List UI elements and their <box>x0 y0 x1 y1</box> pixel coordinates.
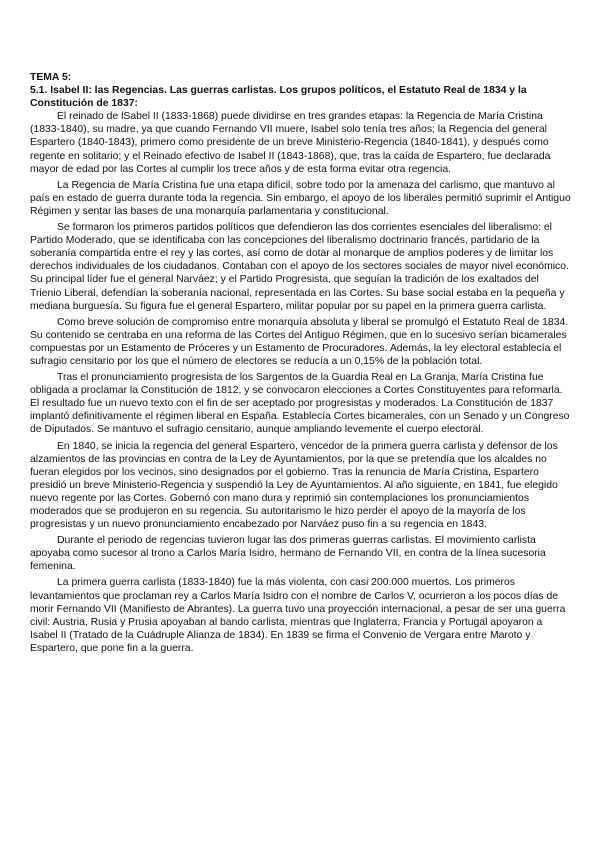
paragraph-partidos-politicos: Se formaron los primeros partidos políticos que defendieron las dos corrientes esenciales del liberalismo: el Partido Moderado, que se identificaba con las concepciones del liberalismo doctrinario francés, partidario de la soberanía compartida entre el rey y las cortes, así como de dotar al monarque de amplios poderes y de limitar los derechos individuales de los ciudadanos. Contaban con el apoyo de los sectores sociales de mayor nivel económico. Su principal líder fue el general Narváez; y el Partido Progresista, que seguían la tradición de los exaltados del Trienio Liberal, defendían la soberanía nacional, representada en las Cortes. Su base social estaba en la pequeña y mediana burguesía. Su figura fue el general Espartero, militar popular por su papel en la primera guerra carlista. <box>30 222 569 312</box>
paragraph-regencia-espartero: En 1840, se inicia la regencia del general Espartero, vencedor de la primera guerra carlista y defensor de los alzamientos de las provincias en contra de la Ley de Ayuntamientos, por la que se pretendía que los alcaldes no fueran elegidos por los vecinos, sino designados por el gobierno. Tras la renuncia de María Cristina, Espartero presidió un breve Ministerio-Regencia y suspendió la Ley de Ayuntamientos. Al año siguiente, en 1841, fue elegido nuevo regente por las Cortes. Gobernó con mano dura y reprimió sin contemplaciones los pronunciamientos moderados que se produjeron en su regencia. Su autoritarismo le hizo perder el apoyo de la mayoría de los progresistas y un nuevo pronunciamiento encabezado por Narváez puso fin a su regencia en 1843. <box>30 440 558 531</box>
document-body <box>30 71 572 658</box>
paragraph-reinado: El reinado de lSabel II (1833-1868) puede dividirse en tres grandes etapas: la Regencia de María Cristina (1833-1840), su madre, ya que cuando Fernando VII muere, Isabel solo tenía tres años; la Regencia del general Espartero (1840-1843), primero como presidente de un breve Ministerio-Regencia (1840-1841), y después como regente en solitario; y el Reinado efectivo de Isabel II (1843-1868), que, tras la caída de Espartero, fue declarada mayor de edad por las Cortes al cumplir los trece años y de esta forma evitar otra regencia. <box>30 111 551 175</box>
paragraph-constitucion-1837: Tras el pronunciamiento progresista de los Sargentos de la Guardia Real en La Granja, María Cristina fue obligada a proclamar la Constitución de 1812, y se convocaron elecciones a Cortes Constituyentes para reformarla. El resultado fue un nuevo texto con el fin de ser aceptado por progresistas y moderados. La Constitución de 1837 implantó definitivamente el régimen liberal en España. Establecía Cortes bicamerales, con un Senado y un Congreso de Diputados. Se mantuvo el sufragio censitario, aunque ampliando levemente el cuerpo electoral. <box>30 372 570 436</box>
section-heading: 5.1. Isabel II: las Regencias. Las guerras carlistas. Los grupos políticos, el Estatuto Real de 1834 y la Constitución de 1837: <box>30 85 527 110</box>
paragraph-primera-guerra-carlista: La primera guerra carlista (1833-1840) fue la más violenta, con casi 200.000 muertos. Los primeros levantamientos que proclaman rey a Carlos María Isidro con el nombre de Carlos V, ocurrieron a los pocos días de morir Fernando VII (Manifiesto de Abrantes). La guerra tuvo una proyección internacional, a pesar de ser una guerra civil: Austria, Rusia y Prusia apoyaban al bando carlista, mientras que Inglaterra, Francia y Portugal apoyaron a Isabel II (Tratado de la Cuádruple Alianza de 1834). En 1839 se firma el Convenio de Vergara entre Maroto y Espartero, que pone fin a la guerra. <box>30 577 566 654</box>
paragraph-estatuto-real: Como breve solución de compromiso entre monarquía absoluta y liberal se promulgó el Estatuto Real de 1834. Su contenido se centraba en una reforma de las Cortes del Antiguo Régimen, que en lo sucesivo serían bicamerales compuestas por un Estamento de Próceres y un Estamento de Procuradores. Además, la ley electoral establecía el sufragio censitario por los que el número de electores se reducía a un 0,15% de la población total. <box>30 316 569 367</box>
paragraph-guerras-carlistas: Durante el periodo de regencias tuvieron lugar las dos primeras guerras carlistas. El movimiento carlista apoyaba como sucesor al trono a Carlos María Isidro, hermano de Fernando VII, en contra de la línea sucesoria femenina. <box>30 535 546 573</box>
paragraph-regencia-maria-cristina: La Regencia de María Cristina fue una etapa difícil, sobre todo por la amenaza del carlismo, que mantuvo al país en estado de guerra durante toda la regencia. Sin embargo, el apoyo de los liberales permitió suprimir el Antiguo Régimen y sentar las bases de una monarquía parlamentaria y constitucional. <box>30 179 571 217</box>
topic-label: TEMA 5: <box>30 72 72 83</box>
